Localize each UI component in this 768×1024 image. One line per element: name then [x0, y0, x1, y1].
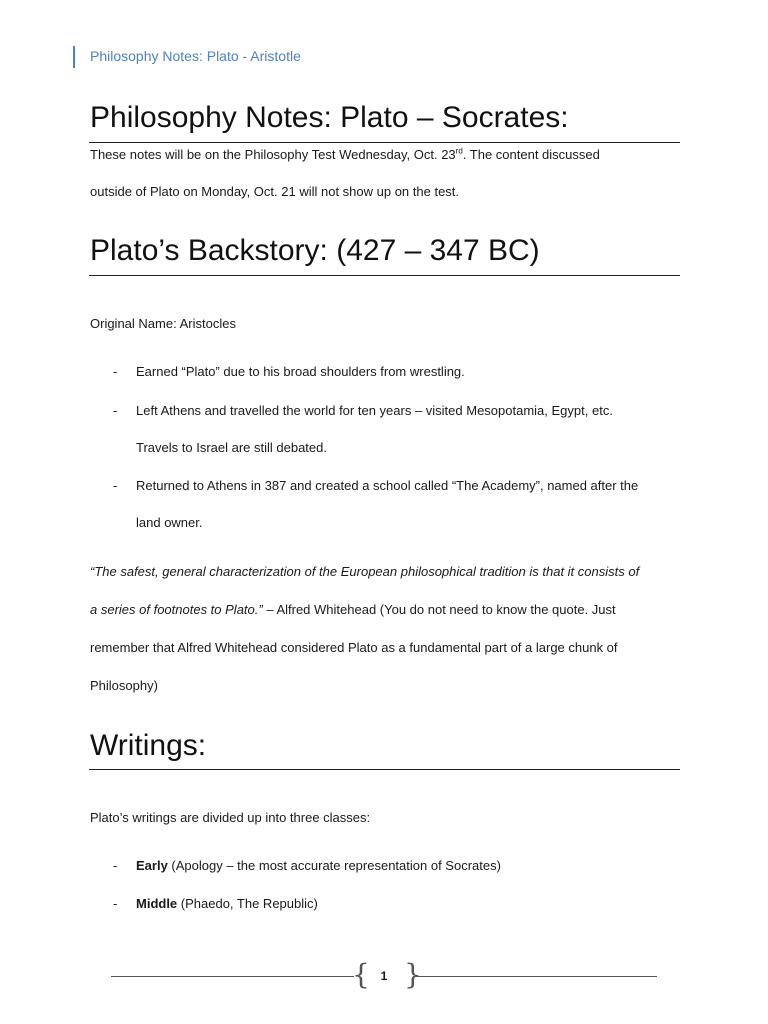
bullet-dash: -	[113, 364, 118, 379]
writing-class-item: Early (Apology – the most accurate representation of Socrates)	[136, 858, 501, 873]
running-header: Philosophy Notes: Plato - Aristotle	[90, 48, 301, 64]
quote-line-2: a series of footnotes to Plato.” – Alfred Whitehead (You do not need to know the quote. Just	[90, 602, 616, 617]
bullet-text-cont: land owner.	[136, 515, 203, 530]
heading-rule-3	[89, 769, 680, 770]
intro-line-1: These notes will be on the Philosophy Test Wednesday, Oct. 23rd. The content discussed	[90, 146, 600, 162]
bullet-dash: -	[113, 858, 118, 873]
intro-line-2: outside of Plato on Monday, Oct. 21 will not show up on the test.	[90, 184, 460, 199]
heading-plato-socrates: Philosophy Notes: Plato – Socrates:	[90, 101, 569, 134]
bullet-text: Left Athens and travelled the world for ten years – visited Mesopotamia, Egypt, etc.	[136, 403, 613, 418]
bullet-text: Earned “Plato” due to his broad shoulders from wrestling.	[136, 364, 465, 379]
bullet-dash: -	[113, 478, 118, 493]
footer-brace-right: }	[404, 958, 422, 991]
bullet-dash: -	[113, 896, 118, 911]
quote-line-1: “The safest, general characterization of the European philosophical tradition is that it consists of	[90, 564, 640, 579]
footer-rule-right	[413, 976, 657, 977]
writing-class-item: Middle (Phaedo, The Republic)	[136, 896, 318, 911]
bullet-dash: -	[113, 403, 118, 418]
bullet-text: Returned to Athens in 387 and created a school called “The Academy”, named after the	[136, 478, 639, 493]
heading-backstory: Plato’s Backstory: (427 – 347 BC)	[90, 234, 540, 267]
page-number: 1	[380, 969, 388, 983]
writings-intro: Plato’s writings are divided up into three classes:	[90, 810, 371, 825]
header-accent-bar	[73, 46, 75, 68]
footer-brace-left: {	[352, 958, 370, 991]
heading-rule-1	[89, 142, 680, 143]
footer-rule-left	[111, 976, 354, 977]
heading-rule-2	[89, 275, 680, 276]
quote-line-4: Philosophy)	[90, 678, 158, 693]
original-name: Original Name: Aristocles	[90, 316, 236, 331]
heading-writings: Writings:	[90, 729, 207, 762]
bullet-text-cont: Travels to Israel are still debated.	[136, 440, 327, 455]
quote-line-3: remember that Alfred Whitehead considered Plato as a fundamental part of a large chunk of	[90, 640, 618, 655]
